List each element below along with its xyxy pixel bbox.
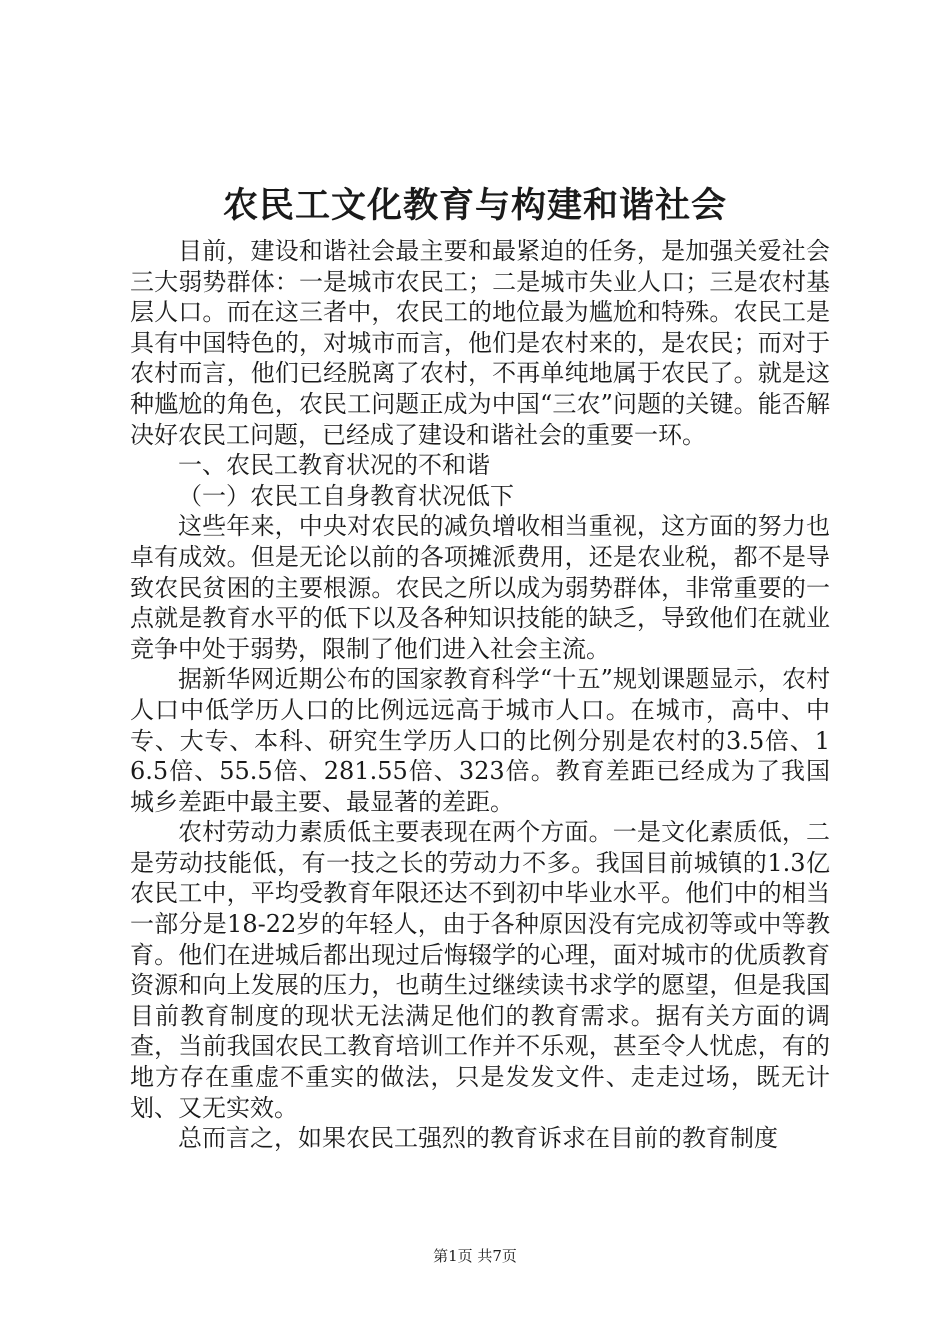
paragraph-intro: 目前，建设和谐社会最主要和最紧迫的任务，是加强关爱社会三大弱势群体：一是城市农民工；二是城市失业人口；三是农村基层人口。而在这三者中，农民工的地位最为尴尬和特殊。农民工是具有中国特色的，对城市而言，他们是农村来的，是农民；而对于农村而言，他们已经脱离了农村，不再单纯地属于农民了。就是这种尴尬的角色，农民工问题正成为中国“三农”问题的关键。能否解决好农民工问题，已经成了建设和谐社会的重要一环。 (130, 237, 830, 449)
section-heading: 一、农民工教育状况的不和谐 (178, 451, 490, 480)
paragraph-labor-quality: 农村劳动力素质低主要表现在两个方面。一是文化素质低，二是劳动技能低，有一技之长的劳动力不多。我国目前城镇的1.3亿农民工中，平均受教育年限还达不到初中毕业水平。他们中的相当一部分是18-22岁的年轻人，由于各种原因没有完成初等或中等教育。他们在进城后都出现过后悔辍学的心理，面对城市的优质教育资源和向上发展的压力，也萌生过继续读书求学的愿望，但是我国目前教育制度的现状无法满足他们的教育需求。据有关方面的调查，当前我国农民工教育培训工作并不乐观，甚至令人忧虑，有的地方存在重虚不重实的做法，只是发发文件、走走过场，既无计划、又无实效。 (130, 818, 830, 1122)
paragraph-statistics: 据新华网近期公布的国家教育科学“十五”规划课题显示，农村人口中低学历人口的比例远远高于城市人口。在城市，高中、中专、大专、本科、研究生学历人口的比例分别是农村的3.5倍、16.5倍、55.5倍、281.55倍、323倍。教育差距已经成为了我国城乡差距中最主要、最显著的差距。 (130, 665, 830, 816)
paragraph-conclusion: 总而言之，如果农民工强烈的教育诉求在目前的教育制度 (178, 1124, 778, 1153)
paragraph-burden: 这些年来，中央对农民的减负增收相当重视，这方面的努力也卓有成效。但是无论以前的各项摊派费用，还是农业税，都不是导致农民贫困的主要根源。农民之所以成为弱势群体，非常重要的一点就是教育水平的低下以及各种知识技能的缺乏，导致他们在就业竞争中处于弱势，限制了他们进入社会主流。 (130, 512, 830, 663)
document-body (130, 236, 830, 1154)
document-title: 农民工文化教育与构建和谐社会 (222, 185, 727, 226)
subsection-heading: （一）农民工自身教育状况低下 (178, 481, 514, 510)
page-number-footer: 第1页 共7页 (433, 1247, 517, 1265)
